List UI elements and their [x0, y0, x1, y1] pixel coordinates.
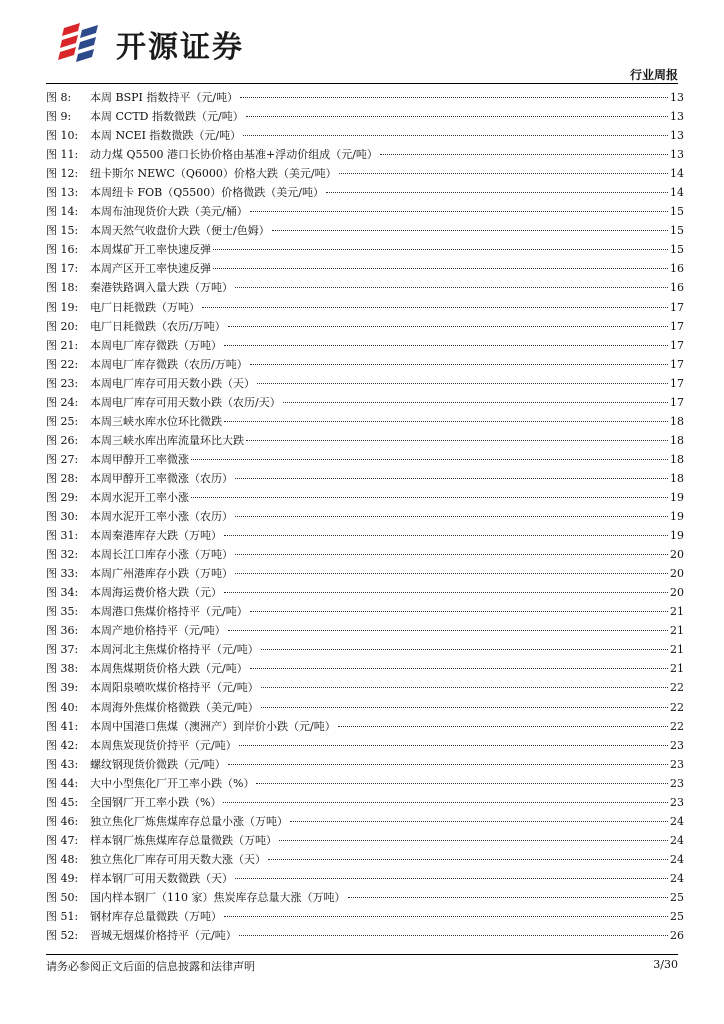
- figure-number: 图 27:: [46, 452, 79, 466]
- leader-dots: [250, 211, 668, 212]
- figure-page-number: 20: [670, 586, 684, 600]
- figure-title: 本周 CCTD 指数微跌（元/吨）: [90, 110, 244, 124]
- leader-dots: [246, 116, 668, 117]
- figure-title: 本周甲醇开工率微涨（农历）: [90, 471, 233, 485]
- figure-title: 本周阳泉喷吹煤价格持平（元/吨）: [90, 681, 259, 695]
- figure-number: 图 38:: [46, 662, 79, 676]
- figure-number: 图 21:: [46, 338, 79, 352]
- figure-title: 样本钢厂可用天数微跌（天）: [90, 871, 233, 885]
- toc-entry[interactable]: [46, 146, 682, 165]
- toc-entry[interactable]: [46, 527, 682, 546]
- figure-title: 本周电厂库存微跌（万吨）: [90, 338, 222, 352]
- figure-title: 纽卡斯尔 NEWC（Q6000）价格大跌（美元/吨）: [90, 167, 337, 181]
- figure-page-number: 21: [670, 624, 684, 638]
- toc-entry[interactable]: [46, 584, 682, 603]
- figure-title: 本周水泥开工率小涨（农历）: [90, 510, 233, 524]
- figure-title: 本周焦煤期货价格大跌（元/吨）: [90, 662, 248, 676]
- figure-page-number: 20: [670, 567, 684, 581]
- toc-entry[interactable]: [46, 832, 682, 851]
- figure-page-number: 17: [670, 319, 684, 333]
- figure-title: 全国钢厂开工率小跌（%）: [90, 795, 222, 809]
- figure-number: 图 51:: [46, 910, 79, 924]
- toc-entry[interactable]: [46, 375, 682, 394]
- toc-entry[interactable]: [46, 241, 682, 260]
- figure-number: 图 46:: [46, 814, 79, 828]
- figure-page-number: 13: [670, 148, 684, 162]
- toc-entry[interactable]: [46, 603, 682, 622]
- figure-page-number: 22: [670, 719, 684, 733]
- figure-title: 本周 BSPI 指数持平（元/吨）: [90, 91, 239, 104]
- leader-dots: [213, 268, 668, 269]
- figure-number: 图 20:: [46, 319, 79, 333]
- figure-page-number: 25: [670, 910, 684, 924]
- leader-dots: [261, 707, 668, 708]
- figure-number: 图 12:: [46, 167, 79, 181]
- figure-title: 本周三峡水库出库流量环比大跌: [90, 433, 244, 447]
- figure-page-number: 19: [670, 510, 684, 524]
- leader-dots: [223, 802, 668, 803]
- leader-dots: [261, 649, 668, 650]
- figure-number: 图 42:: [46, 738, 79, 752]
- kaiyuan-logo-icon: [58, 22, 110, 66]
- leader-dots: [290, 821, 668, 822]
- figure-page-number: 15: [670, 224, 684, 238]
- figure-page-number: 25: [670, 890, 684, 904]
- figure-title: 本周 NCEI 指数微跌（元/吨）: [90, 129, 242, 143]
- toc-entry[interactable]: [46, 622, 682, 641]
- figure-number: 图 10:: [46, 129, 79, 143]
- leader-dots: [250, 364, 668, 365]
- figure-title: 本周海外焦煤价格微跌（美元/吨）: [90, 700, 259, 714]
- toc-entry[interactable]: [46, 260, 682, 279]
- figure-page-number: 24: [670, 871, 684, 885]
- figure-page-number: 24: [670, 814, 684, 828]
- figure-title: 本周纽卡 FOB（Q5500）价格微跌（美元/吨）: [90, 186, 324, 200]
- figure-page-number: 18: [670, 471, 684, 485]
- toc-entry[interactable]: [46, 508, 682, 527]
- leader-dots: [224, 916, 668, 917]
- toc-entry[interactable]: [46, 679, 682, 698]
- figure-page-number: 14: [670, 167, 684, 181]
- figure-title: 秦港铁路调入量大跌（万吨）: [90, 281, 233, 295]
- leader-dots: [228, 326, 668, 327]
- figure-number: 图 41:: [46, 719, 79, 733]
- toc-entry[interactable]: [46, 489, 682, 508]
- figure-title: 本周布油现货价大跌（美元/桶）: [90, 205, 248, 219]
- figure-title: 本周广州港库存小跌（万吨）: [90, 567, 233, 581]
- leader-dots: [348, 897, 669, 898]
- figure-number: 图 49:: [46, 871, 79, 885]
- toc-entry[interactable]: [46, 565, 682, 584]
- figure-number: 图 43:: [46, 757, 79, 771]
- leader-dots: [224, 535, 668, 536]
- toc-entry[interactable]: [46, 337, 682, 356]
- toc-entry[interactable]: [46, 794, 682, 813]
- toc-entry[interactable]: [46, 394, 682, 413]
- figure-title: 大中小型焦化厂开工率小跌（%）: [90, 776, 255, 790]
- figure-page-number: 23: [670, 795, 684, 809]
- leader-dots: [228, 630, 668, 631]
- figure-number: 图 35:: [46, 605, 79, 619]
- toc-entry[interactable]: [46, 737, 682, 756]
- company-logo: [58, 22, 244, 66]
- figure-page-number: 13: [670, 129, 684, 143]
- report-type-label: 行业周报: [629, 68, 678, 82]
- figure-title: 国内样本钢厂（110 家）焦炭库存总量大涨（万吨）: [90, 890, 346, 904]
- leader-dots: [228, 764, 668, 765]
- toc-entry[interactable]: [46, 299, 682, 318]
- leader-dots: [250, 611, 668, 612]
- leader-dots: [240, 97, 668, 98]
- figure-page-number: 18: [670, 452, 684, 466]
- figure-title: 本周煤矿开工率快速反弹: [90, 243, 211, 257]
- toc-entry[interactable]: [46, 413, 682, 432]
- footer-divider: [46, 954, 678, 955]
- leader-dots: [279, 840, 668, 841]
- figure-title: 本周秦港库存大跌（万吨）: [90, 529, 222, 543]
- toc-entry[interactable]: [46, 279, 682, 298]
- figure-page-number: 19: [670, 529, 684, 543]
- leader-dots: [239, 745, 668, 746]
- leader-dots: [213, 249, 668, 250]
- figure-number: 图 17:: [46, 262, 79, 276]
- figure-number: 图 40:: [46, 700, 79, 714]
- leader-dots: [202, 307, 668, 308]
- toc-entry[interactable]: [46, 889, 682, 908]
- toc-entry[interactable]: [46, 89, 682, 108]
- figure-title: 本周海运费价格大跌（元）: [90, 586, 222, 600]
- figure-number: 图 37:: [46, 643, 79, 657]
- page-number: 3/30: [653, 958, 678, 971]
- toc-entry[interactable]: [46, 546, 682, 565]
- figure-title: 本周电厂库存可用天数小跌（农历/天）: [90, 395, 281, 409]
- leader-dots: [257, 383, 668, 384]
- figure-page-number: 18: [670, 433, 684, 447]
- leader-dots: [339, 173, 668, 174]
- figure-title: 独立焦化厂库存可用天数大涨（天）: [90, 852, 266, 866]
- figure-page-number: 16: [670, 262, 684, 276]
- toc-entry[interactable]: [46, 927, 682, 946]
- figure-title: 本周电厂库存可用天数小跌（天）: [90, 376, 255, 390]
- toc-entry[interactable]: [46, 641, 682, 660]
- toc-entry[interactable]: [46, 908, 682, 927]
- toc-entry[interactable]: [46, 756, 682, 775]
- figure-number: 图 19:: [46, 300, 79, 314]
- figure-page-number: 23: [670, 757, 684, 771]
- figure-title: 动力煤 Q5500 港口长协价格由基准+浮动价组成（元/吨）: [90, 148, 378, 162]
- figure-number: 图 25:: [46, 414, 79, 428]
- page-header: [0, 0, 724, 84]
- figure-number: 图 45:: [46, 795, 79, 809]
- figure-page-number: 23: [670, 776, 684, 790]
- toc-entry[interactable]: [46, 813, 682, 832]
- figure-title: 本周长江口库存小涨（万吨）: [90, 548, 233, 562]
- leader-dots: [261, 687, 668, 688]
- figure-number: 图 18:: [46, 281, 79, 295]
- figure-title: 本周产地价格持平（元/吨）: [90, 624, 226, 638]
- toc-entry[interactable]: [46, 184, 682, 203]
- leader-dots: [191, 497, 668, 498]
- figure-number: 图 50:: [46, 890, 79, 904]
- toc-entry[interactable]: [46, 127, 682, 146]
- toc-entry[interactable]: [46, 470, 682, 489]
- toc-entry[interactable]: [46, 165, 682, 184]
- figure-page-number: 24: [670, 852, 684, 866]
- leader-dots: [235, 554, 668, 555]
- leader-dots: [268, 859, 668, 860]
- toc-entry[interactable]: [46, 775, 682, 794]
- figure-page-number: 17: [670, 357, 684, 371]
- leader-dots: [272, 230, 668, 231]
- figure-page-number: 21: [670, 643, 684, 657]
- figure-title: 本周电厂库存微跌（农历/万吨）: [90, 357, 248, 371]
- leader-dots: [235, 478, 668, 479]
- figure-number: 图 24:: [46, 395, 79, 409]
- figure-page-number: 20: [670, 548, 684, 562]
- toc-entry[interactable]: [46, 318, 682, 337]
- figure-number: 图 14:: [46, 205, 79, 219]
- figure-page-number: 15: [670, 205, 684, 219]
- figure-title: 本周中国港口焦煤（澳洲产）到岸价小跌（元/吨）: [90, 719, 336, 733]
- figure-title: 本周三峡水库水位环比微跌: [90, 414, 222, 428]
- leader-dots: [239, 935, 668, 936]
- leader-dots: [283, 402, 668, 403]
- figure-page-number: 22: [670, 681, 684, 695]
- figure-page-number: 23: [670, 738, 684, 752]
- leader-dots: [224, 345, 668, 346]
- leader-dots: [235, 287, 668, 288]
- leader-dots: [380, 154, 668, 155]
- figure-title: 螺纹钢现货价微跌（元/吨）: [90, 757, 226, 771]
- figure-number: 图 23:: [46, 376, 79, 390]
- figure-number: 图 28:: [46, 471, 79, 485]
- figure-number: 图 15:: [46, 224, 79, 238]
- leader-dots: [235, 516, 668, 517]
- figure-title: 本周水泥开工率小涨: [90, 490, 189, 504]
- figure-title: 本周焦炭现货价持平（元/吨）: [90, 738, 237, 752]
- figure-title: 钢材库存总量微跌（万吨）: [90, 910, 222, 924]
- figure-title: 晋城无烟煤价格持平（元/吨）: [90, 929, 237, 943]
- figure-title: 本周天然气收盘价大跌（便士/色姆）: [90, 224, 270, 238]
- figure-number: 图 8:: [46, 91, 72, 104]
- leader-dots: [191, 459, 668, 460]
- figure-number: 图 52:: [46, 929, 79, 943]
- leader-dots: [256, 783, 668, 784]
- figure-page-number: 21: [670, 662, 684, 676]
- leader-dots: [326, 192, 668, 193]
- figure-number: 图 13:: [46, 186, 79, 200]
- figure-number: 图 32:: [46, 548, 79, 562]
- toc-entry[interactable]: [46, 870, 682, 889]
- figure-number: 图 31:: [46, 529, 79, 543]
- leader-dots: [224, 421, 668, 422]
- figure-number: 图 29:: [46, 490, 79, 504]
- figure-number: 图 22:: [46, 357, 79, 371]
- figure-title: 本周产区开工率快速反弹: [90, 262, 211, 276]
- figure-title: 电厂日耗微跌（万吨）: [90, 300, 200, 314]
- toc-entry[interactable]: [46, 108, 682, 127]
- figure-page-number: 18: [670, 414, 684, 428]
- figure-page-number: 17: [670, 376, 684, 390]
- figure-number: 图 44:: [46, 776, 79, 790]
- toc-entry[interactable]: [46, 851, 682, 870]
- figure-table-of-contents: [46, 89, 682, 946]
- figure-page-number: 15: [670, 243, 684, 257]
- figure-page-number: 21: [670, 605, 684, 619]
- figure-page-number: 13: [670, 110, 684, 124]
- toc-entry[interactable]: [46, 718, 682, 737]
- figure-number: 图 36:: [46, 624, 79, 638]
- figure-number: 图 26:: [46, 433, 79, 447]
- leader-dots: [235, 573, 668, 574]
- figure-page-number: 13: [670, 91, 684, 104]
- leader-dots: [224, 592, 668, 593]
- figure-title: 本周河北主焦煤价格持平（元/吨）: [90, 643, 259, 657]
- figure-title: 电厂日耗微跌（农历/万吨）: [90, 319, 226, 333]
- figure-page-number: 16: [670, 281, 684, 295]
- figure-title: 本周港口焦煤价格持平（元/吨）: [90, 605, 248, 619]
- figure-number: 图 48:: [46, 852, 79, 866]
- figure-page-number: 19: [670, 490, 684, 504]
- figure-number: 图 16:: [46, 243, 79, 257]
- figure-title: 独立焦化厂炼焦煤库存总量小涨（万吨）: [90, 814, 288, 828]
- toc-entry[interactable]: [46, 356, 682, 375]
- leader-dots: [235, 878, 668, 879]
- toc-entry[interactable]: [46, 432, 682, 451]
- figure-number: 图 9:: [46, 110, 72, 124]
- figure-page-number: 22: [670, 700, 684, 714]
- leader-dots: [246, 440, 668, 441]
- figure-page-number: 17: [670, 300, 684, 314]
- toc-entry[interactable]: [46, 660, 682, 679]
- figure-number: 图 11:: [46, 148, 79, 162]
- figure-title: 本周甲醇开工率微涨: [90, 452, 189, 466]
- leader-dots: [243, 135, 668, 136]
- figure-page-number: 17: [670, 338, 684, 352]
- disclaimer-text: 请务必参阅正文后面的信息披露和法律声明: [46, 960, 255, 973]
- figure-number: 图 30:: [46, 510, 79, 524]
- header-divider: [46, 83, 678, 84]
- figure-page-number: 17: [670, 395, 684, 409]
- leader-dots: [250, 668, 668, 669]
- figure-page-number: 26: [670, 929, 684, 943]
- leader-dots: [338, 726, 668, 727]
- figure-number: 图 39:: [46, 681, 79, 695]
- figure-number: 图 34:: [46, 586, 79, 600]
- figure-number: 图 33:: [46, 567, 79, 581]
- toc-entry[interactable]: [46, 699, 682, 718]
- toc-entry[interactable]: [46, 451, 682, 470]
- toc-entry[interactable]: [46, 203, 682, 222]
- brand-name: 开源证券: [116, 30, 244, 65]
- figure-page-number: 14: [670, 186, 684, 200]
- figure-number: 图 47:: [46, 833, 79, 847]
- figure-title: 样本钢厂炼焦煤库存总量微跌（万吨）: [90, 833, 277, 847]
- toc-entry[interactable]: [46, 222, 682, 241]
- figure-page-number: 24: [670, 833, 684, 847]
